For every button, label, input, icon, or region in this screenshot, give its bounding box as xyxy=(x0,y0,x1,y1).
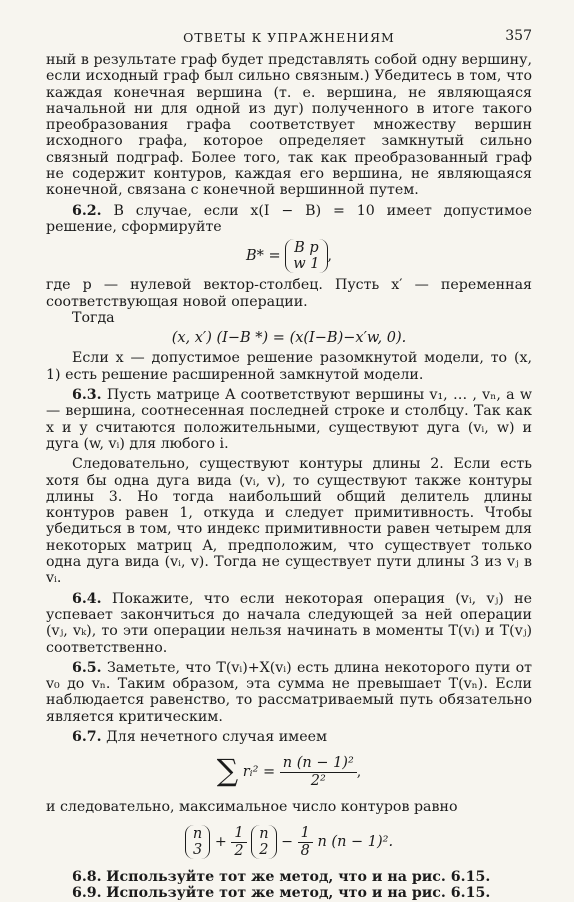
answer-number: 6.5. xyxy=(72,659,102,676)
paragraph: где p — нулевой вектор-столбец. Пусть x′ — переменная соответствующая новой операции. xyxy=(46,277,532,310)
denominator: 2 xyxy=(234,842,244,859)
answer-6-4 xyxy=(46,591,532,656)
answer-text: Используйте тот же метод, что и на рис. 6.15. xyxy=(106,869,491,886)
page-body xyxy=(46,52,532,902)
plus-sign: + xyxy=(214,834,227,851)
running-head: ОТВЕТЫ К УПРАЖНЕНИЯМ xyxy=(183,30,395,45)
fraction xyxy=(298,825,313,859)
formula-contours xyxy=(46,825,532,859)
binomial-top: n xyxy=(192,826,203,843)
fraction xyxy=(280,755,357,789)
answer-6-9 xyxy=(46,885,532,901)
paragraph: и следовательно, максимальное число контуров равно xyxy=(46,798,458,815)
numerator: 1 xyxy=(231,825,246,842)
formula-b-star xyxy=(46,239,532,273)
formula-tail: , xyxy=(327,248,333,265)
answer-text: Для нечетного случая имеем xyxy=(106,728,328,745)
answer-number: 6.7. xyxy=(72,728,102,745)
answer-6-2 xyxy=(46,203,532,236)
answer-text: Используйте тот же метод, что и на рис. 6.15. xyxy=(106,885,491,902)
paragraph: Если x — допустимое решение разомкнутой модели, то (x, 1) есть решение расширенной замкнутой модели. xyxy=(46,350,532,383)
answer-text: Пусть матрице A соответствуют вершины v₁, … , vₙ, а w — вершина, соотнесенная последней строке и столбцу. Так как x и y считаются положительными, существуют дуга (vᵢ, w) и дуга (w, vᵢ) для любого i. xyxy=(46,387,532,452)
fraction xyxy=(231,825,246,859)
binomial-top: n xyxy=(259,826,269,843)
formula-sum xyxy=(46,755,532,789)
page-number: 357 xyxy=(505,28,532,44)
formula-lhs: rᵢ² = xyxy=(242,764,276,781)
binomial xyxy=(185,825,210,859)
answer-6-8 xyxy=(46,869,532,885)
answer-number: 6.4. xyxy=(72,590,102,607)
binomial-bottom: 3 xyxy=(192,842,203,859)
answer-number: 6.9. xyxy=(72,885,102,902)
answer-6-3 xyxy=(46,387,532,452)
answer-6-7 xyxy=(46,729,532,745)
paragraph-continued: ный в результате граф будет представлять собой одну вершину, если исходный граф был сильно связным.) Убедитесь в том, что каждая конечная вершина (т. е. вершина, не являющаяся начальной ни для одной из дуг) полученного в итоге такого преобразования графа соответствует множеству вершин исходного графа, которое определяет замкнутый сильно связный подграф. Более того, так как преобразованный граф не содержит контуров, каждая его вершина, не являющаяся конечной, связана с конечной вершинной путем. xyxy=(46,52,532,199)
matrix-row: w 1 xyxy=(293,256,320,273)
matrix-row: B p xyxy=(294,240,319,257)
answer-text: В случае, если x(I − B) = 10 имеет допустимое решение, сформируйте xyxy=(46,202,532,235)
denominator: 2² xyxy=(310,772,326,789)
binomial xyxy=(251,825,276,859)
formula-tail: n (n − 1)². xyxy=(317,834,394,851)
answer-6-5 xyxy=(46,660,532,725)
formula-tail: , xyxy=(356,764,362,781)
page-header xyxy=(46,26,532,52)
matrix xyxy=(285,239,327,273)
formula-lhs: B* = xyxy=(245,248,281,265)
numerator: n (n − 1)² xyxy=(280,755,357,772)
binomial-bottom: 2 xyxy=(259,842,269,859)
numerator: 1 xyxy=(298,825,313,842)
answer-number: 6.8. xyxy=(72,869,102,886)
answer-number: 6.2. xyxy=(72,202,102,219)
formula-extended: (x, x′) (I−B *) = (x(I−B)−x′w, 0). xyxy=(171,330,407,347)
answer-text: Покажите, что если некоторая операция (vᵢ, vⱼ) не успевает закончиться до начала следующей за ней операции (vⱼ, vₖ), то эти операции нельзя начинать в моменты T(vᵢ) и T(vⱼ) соответственно. xyxy=(46,590,532,656)
answer-text: Заметьте, что T(vᵢ)+X(vᵢ) есть длина некоторого пути от v₀ до vₙ. Таким образом, эта сумма не превышает T(vₙ). Если наблюдается равенство, то рассматриваемый путь обязательно является критическим. xyxy=(46,659,532,725)
paragraph: Следовательно, существуют контуры длины 2. Если есть хотя бы одна дуга вида (vᵢ, v), то существуют также контуры длины 3. Но тогда наибольший общий делитель длины контуров равен 1, откуда и следует примитивность. Чтобы убедиться в том, что индекс примитивности равен четырем для некоторых матриц A, предположим, что существует только одна дуга вида (vᵢ, v). Тогда не существует пути длины 3 из vⱼ в vᵢ. xyxy=(46,456,532,587)
sigma-symbol: ∑ xyxy=(216,753,239,789)
paragraph: Тогда xyxy=(72,309,115,326)
answer-number: 6.3. xyxy=(72,387,102,404)
minus-sign: − xyxy=(281,834,294,851)
denominator: 8 xyxy=(300,842,310,859)
